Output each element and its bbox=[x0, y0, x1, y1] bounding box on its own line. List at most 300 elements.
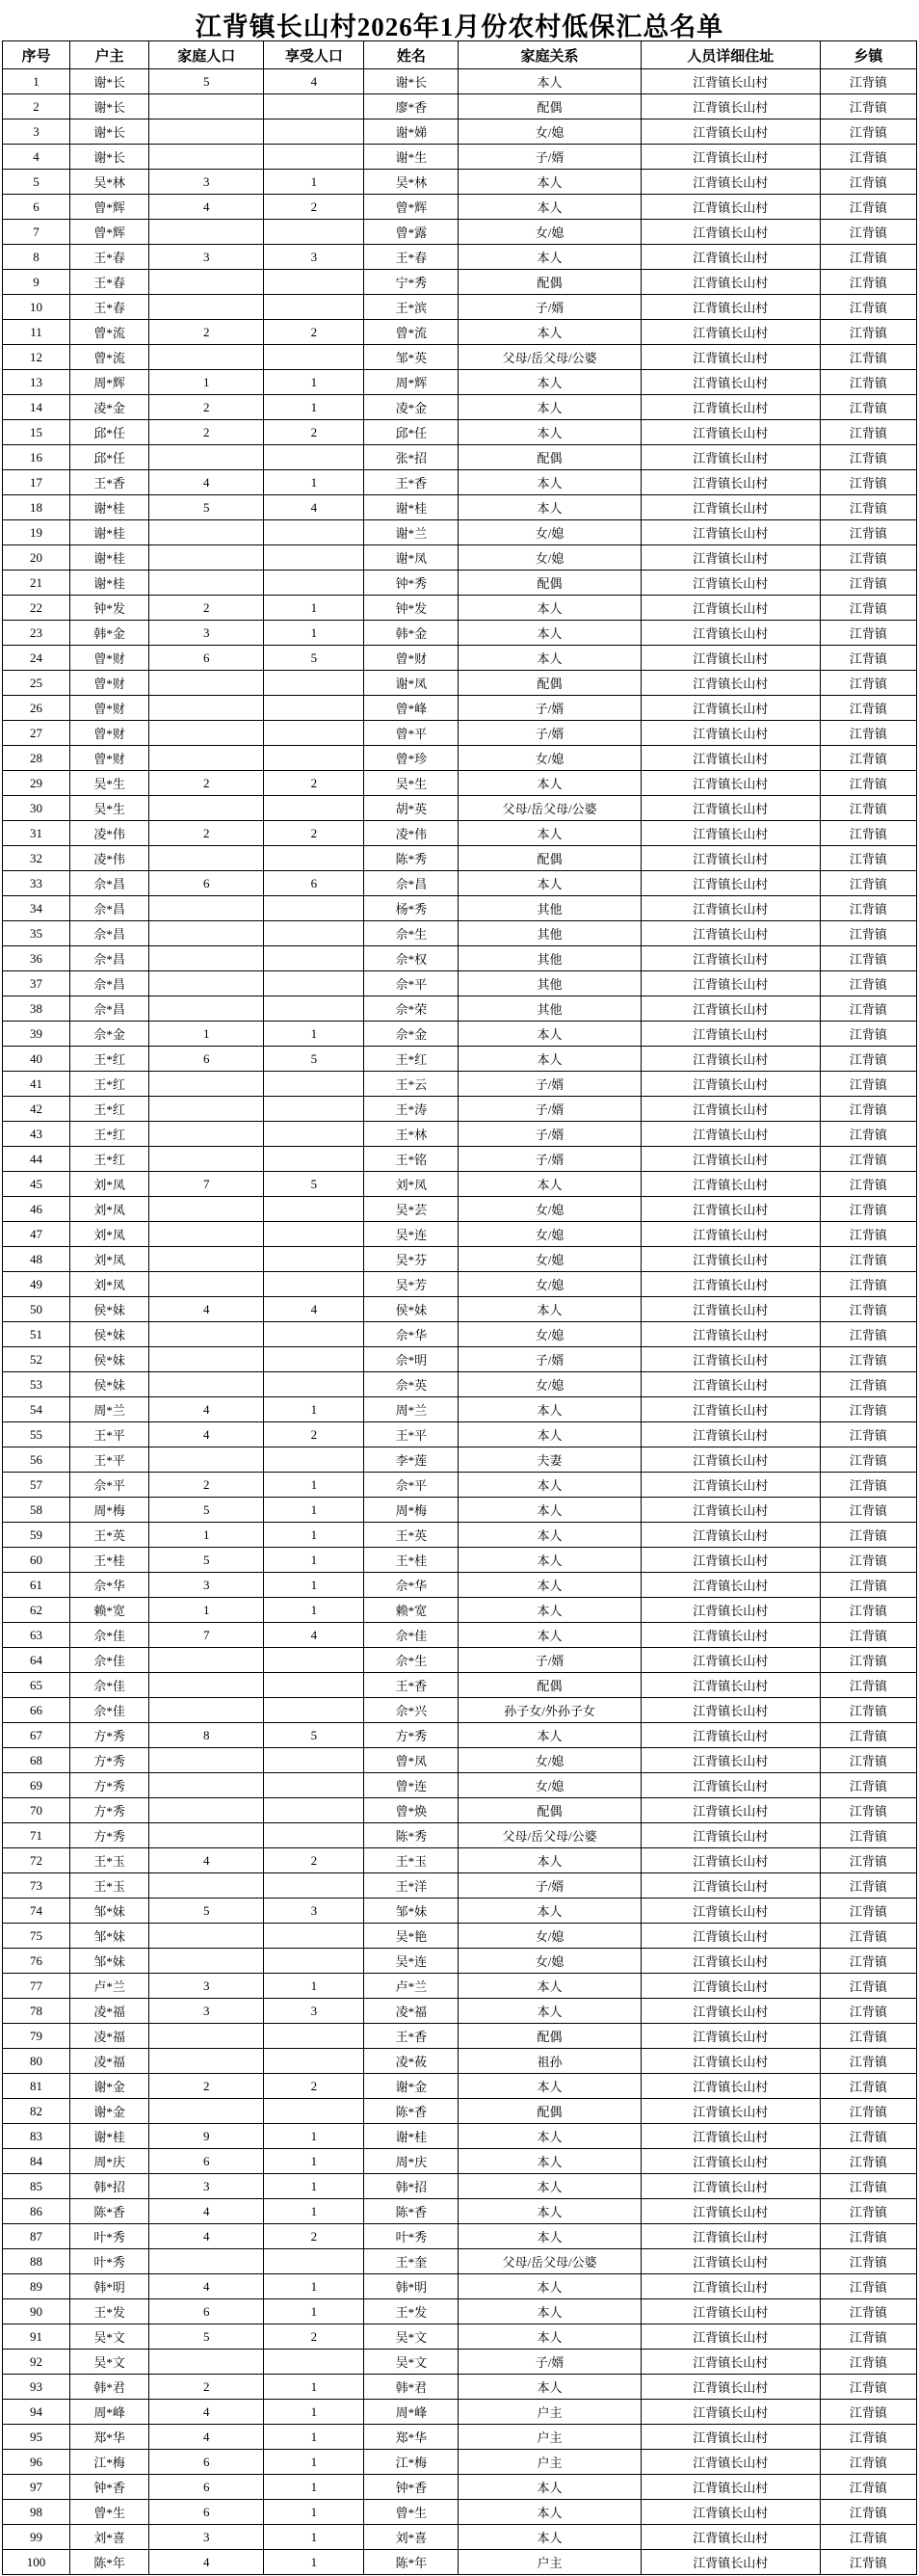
cell: 1 bbox=[264, 2450, 364, 2475]
cell: 王*红 bbox=[70, 1147, 149, 1172]
cell: 钟*发 bbox=[364, 596, 459, 621]
table-row bbox=[3, 120, 917, 145]
cell bbox=[149, 1072, 264, 1097]
cell: 江背镇 bbox=[820, 1949, 916, 1974]
cell: 80 bbox=[3, 2049, 70, 2074]
cell: 江背镇长山村 bbox=[641, 220, 820, 245]
cell: 吴*林 bbox=[70, 170, 149, 195]
cell: 谢*桂 bbox=[364, 2124, 459, 2149]
cell: 侯*妹 bbox=[364, 1297, 459, 1322]
cell: 2 bbox=[149, 2074, 264, 2099]
cell: 江背镇长山村 bbox=[641, 821, 820, 846]
column-header-3: 家庭人口 bbox=[149, 41, 264, 69]
cell: 谢*凤 bbox=[364, 671, 459, 696]
cell: 江背镇 bbox=[820, 1974, 916, 1999]
cell: 江背镇长山村 bbox=[641, 2224, 820, 2249]
cell: 佘*昌 bbox=[70, 871, 149, 896]
cell: 宁*秀 bbox=[364, 270, 459, 295]
cell: 江背镇长山村 bbox=[641, 771, 820, 796]
cell: 6 bbox=[149, 1047, 264, 1072]
cell: 佘*生 bbox=[364, 921, 459, 946]
cell: 佘*平 bbox=[70, 1473, 149, 1498]
cell: 吴*连 bbox=[364, 1949, 459, 1974]
cell bbox=[149, 796, 264, 821]
cell: 周*庆 bbox=[70, 2149, 149, 2174]
cell bbox=[149, 1447, 264, 1473]
cell: 本人 bbox=[459, 1548, 641, 1573]
cell: 3 bbox=[149, 1974, 264, 1999]
cell: 佘*权 bbox=[364, 946, 459, 971]
cell: 4 bbox=[149, 1848, 264, 1873]
cell: 女/媳 bbox=[459, 120, 641, 145]
cell: 江背镇 bbox=[820, 2124, 916, 2149]
cell: 江背镇 bbox=[820, 2450, 916, 2475]
cell: 99 bbox=[3, 2525, 70, 2550]
cell: 6 bbox=[149, 2299, 264, 2324]
cell bbox=[264, 921, 364, 946]
cell: 韩*招 bbox=[70, 2174, 149, 2199]
cell: 江背镇长山村 bbox=[641, 1122, 820, 1147]
cell: 江背镇长山村 bbox=[641, 69, 820, 94]
cell: 江背镇长山村 bbox=[641, 2425, 820, 2450]
cell: 江背镇 bbox=[820, 170, 916, 195]
table-row bbox=[3, 2074, 917, 2099]
cell: 钟*秀 bbox=[364, 571, 459, 596]
cell: 江背镇长山村 bbox=[641, 1523, 820, 1548]
cell: 江背镇 bbox=[820, 1598, 916, 1623]
cell: 江背镇长山村 bbox=[641, 1548, 820, 1573]
cell: 5 bbox=[264, 1172, 364, 1197]
cell: 女/媳 bbox=[459, 1197, 641, 1222]
cell: 江背镇长山村 bbox=[641, 1422, 820, 1447]
cell: 刘*喜 bbox=[70, 2525, 149, 2550]
cell: 4 bbox=[149, 1297, 264, 1322]
cell bbox=[264, 1648, 364, 1673]
table-row bbox=[3, 971, 917, 996]
cell: 配偶 bbox=[459, 445, 641, 470]
cell: 江背镇 bbox=[820, 1498, 916, 1523]
cell: 配偶 bbox=[459, 2024, 641, 2049]
cell: 58 bbox=[3, 1498, 70, 1523]
cell: 江背镇 bbox=[820, 1197, 916, 1222]
cell: 江背镇长山村 bbox=[641, 1297, 820, 1322]
cell: 江背镇 bbox=[820, 220, 916, 245]
cell bbox=[149, 520, 264, 545]
cell: 本人 bbox=[459, 2500, 641, 2525]
cell bbox=[264, 445, 364, 470]
cell: 江背镇 bbox=[820, 1798, 916, 1823]
cell: 1 bbox=[264, 2199, 364, 2224]
cell: 胡*英 bbox=[364, 796, 459, 821]
table-row bbox=[3, 596, 917, 621]
header-row bbox=[3, 41, 917, 69]
cell: 户主 bbox=[459, 2425, 641, 2450]
cell: 79 bbox=[3, 2024, 70, 2049]
cell: 1 bbox=[264, 2174, 364, 2199]
cell: 78 bbox=[3, 1999, 70, 2024]
cell: 江背镇 bbox=[820, 2475, 916, 2500]
cell: 佘*佳 bbox=[70, 1698, 149, 1723]
table-row bbox=[3, 1999, 917, 2024]
cell bbox=[264, 1673, 364, 1698]
cell: 李*莲 bbox=[364, 1447, 459, 1473]
table-row bbox=[3, 520, 917, 545]
cell: 江背镇长山村 bbox=[641, 2099, 820, 2124]
cell: 王*洋 bbox=[364, 1873, 459, 1899]
table-row bbox=[3, 821, 917, 846]
table-row bbox=[3, 1873, 917, 1899]
table-row bbox=[3, 996, 917, 1022]
cell: 曾*流 bbox=[70, 320, 149, 345]
cell: 1 bbox=[264, 470, 364, 495]
cell: 韩*金 bbox=[70, 621, 149, 646]
cell bbox=[149, 921, 264, 946]
cell: 21 bbox=[3, 571, 70, 596]
cell: 江背镇 bbox=[820, 1573, 916, 1598]
cell: 江背镇长山村 bbox=[641, 2149, 820, 2174]
cell: 江背镇 bbox=[820, 1523, 916, 1548]
cell: 1 bbox=[264, 2274, 364, 2299]
cell: 佘*金 bbox=[364, 1022, 459, 1047]
cell: 王*红 bbox=[70, 1122, 149, 1147]
table-body bbox=[3, 69, 917, 2575]
cell: 江背镇 bbox=[820, 721, 916, 746]
cell: 曾*连 bbox=[364, 1773, 459, 1798]
cell: 江背镇 bbox=[820, 195, 916, 220]
cell: 周*兰 bbox=[364, 1397, 459, 1422]
cell: 江背镇长山村 bbox=[641, 395, 820, 420]
cell: 江背镇长山村 bbox=[641, 1773, 820, 1798]
cell: 女/媳 bbox=[459, 520, 641, 545]
cell: 51 bbox=[3, 1322, 70, 1347]
table-row bbox=[3, 1297, 917, 1322]
cell: 王*春 bbox=[364, 245, 459, 270]
cell: 谢*桂 bbox=[70, 520, 149, 545]
cell bbox=[149, 1873, 264, 1899]
cell: 子/婿 bbox=[459, 696, 641, 721]
cell: 本人 bbox=[459, 821, 641, 846]
cell: 江背镇长山村 bbox=[641, 245, 820, 270]
cell: 江背镇 bbox=[820, 1748, 916, 1773]
cell: 江背镇 bbox=[820, 345, 916, 370]
cell: 2 bbox=[149, 771, 264, 796]
cell: 53 bbox=[3, 1372, 70, 1397]
table-row bbox=[3, 2400, 917, 2425]
table-row bbox=[3, 1698, 917, 1723]
cell: 9 bbox=[149, 2124, 264, 2149]
cell: 佘*华 bbox=[70, 1573, 149, 1598]
cell bbox=[149, 1222, 264, 1247]
cell: 江背镇 bbox=[820, 996, 916, 1022]
cell bbox=[264, 120, 364, 145]
cell: 3 bbox=[149, 621, 264, 646]
cell: 江背镇长山村 bbox=[641, 1097, 820, 1122]
cell: 江背镇 bbox=[820, 771, 916, 796]
cell bbox=[264, 996, 364, 1022]
cell: 江背镇长山村 bbox=[641, 2400, 820, 2425]
cell: 江背镇长山村 bbox=[641, 2124, 820, 2149]
cell: 江背镇 bbox=[820, 2224, 916, 2249]
cell: 江背镇 bbox=[820, 2249, 916, 2274]
cell: 女/媳 bbox=[459, 545, 641, 571]
cell: 江背镇 bbox=[820, 2199, 916, 2224]
cell: 95 bbox=[3, 2425, 70, 2450]
cell: 江背镇长山村 bbox=[641, 2375, 820, 2400]
cell: 周*梅 bbox=[364, 1498, 459, 1523]
table-row bbox=[3, 2350, 917, 2375]
cell: 江*梅 bbox=[364, 2450, 459, 2475]
cell: 曾*凤 bbox=[364, 1748, 459, 1773]
cell: 邱*任 bbox=[70, 420, 149, 445]
cell: 3 bbox=[264, 245, 364, 270]
cell: 江背镇 bbox=[820, 320, 916, 345]
cell: 王*云 bbox=[364, 1072, 459, 1097]
cell: 刘*喜 bbox=[364, 2525, 459, 2550]
table-row bbox=[3, 1097, 917, 1122]
cell: 江背镇 bbox=[820, 871, 916, 896]
cell: 江背镇 bbox=[820, 1122, 916, 1147]
cell: 本人 bbox=[459, 1623, 641, 1648]
cell: 曾*辉 bbox=[70, 195, 149, 220]
cell: 子/婿 bbox=[459, 1347, 641, 1372]
cell: 王*玉 bbox=[364, 1848, 459, 1873]
cell: 谢*长 bbox=[70, 94, 149, 120]
cell: 43 bbox=[3, 1122, 70, 1147]
cell: 39 bbox=[3, 1022, 70, 1047]
cell: 凌*金 bbox=[70, 395, 149, 420]
cell: 5 bbox=[149, 1899, 264, 1924]
cell: 68 bbox=[3, 1748, 70, 1773]
cell bbox=[264, 571, 364, 596]
cell: 其他 bbox=[459, 971, 641, 996]
cell bbox=[149, 445, 264, 470]
cell: 1 bbox=[264, 2425, 364, 2450]
cell: 江背镇长山村 bbox=[641, 2324, 820, 2350]
cell bbox=[149, 1147, 264, 1172]
cell: 江背镇 bbox=[820, 1147, 916, 1172]
table-row bbox=[3, 170, 917, 195]
cell bbox=[149, 896, 264, 921]
cell: 卢*兰 bbox=[70, 1974, 149, 1999]
cell: 江背镇长山村 bbox=[641, 2299, 820, 2324]
column-header-7: 人员详细住址 bbox=[641, 41, 820, 69]
cell: 江背镇 bbox=[820, 2049, 916, 2074]
cell: 吴*芳 bbox=[364, 1272, 459, 1297]
table-row bbox=[3, 1422, 917, 1447]
cell: 孙子女/外孙子女 bbox=[459, 1698, 641, 1723]
cell: 97 bbox=[3, 2475, 70, 2500]
table-row bbox=[3, 1147, 917, 1172]
cell: 江背镇 bbox=[820, 1422, 916, 1447]
cell: 本人 bbox=[459, 470, 641, 495]
cell: 18 bbox=[3, 495, 70, 520]
cell: 女/媳 bbox=[459, 220, 641, 245]
cell: 子/婿 bbox=[459, 2350, 641, 2375]
table-row bbox=[3, 345, 917, 370]
cell bbox=[149, 1798, 264, 1823]
cell: 7 bbox=[3, 220, 70, 245]
cell: 江背镇长山村 bbox=[641, 2475, 820, 2500]
cell: 叶*秀 bbox=[364, 2224, 459, 2249]
table-row bbox=[3, 1322, 917, 1347]
table-row bbox=[3, 2024, 917, 2049]
cell: 曾*平 bbox=[364, 721, 459, 746]
cell: 1 bbox=[264, 1022, 364, 1047]
cell: 韩*明 bbox=[70, 2274, 149, 2299]
cell bbox=[264, 1222, 364, 1247]
table-row bbox=[3, 2550, 917, 2575]
cell: 87 bbox=[3, 2224, 70, 2249]
cell: 60 bbox=[3, 1548, 70, 1573]
cell: 江背镇 bbox=[820, 1072, 916, 1097]
cell: 6 bbox=[149, 2500, 264, 2525]
cell: 77 bbox=[3, 1974, 70, 1999]
cell: 王*林 bbox=[364, 1122, 459, 1147]
table-row bbox=[3, 1848, 917, 1873]
cell bbox=[149, 571, 264, 596]
cell: 江背镇长山村 bbox=[641, 571, 820, 596]
table-row bbox=[3, 2149, 917, 2174]
cell bbox=[264, 220, 364, 245]
cell: 本人 bbox=[459, 1899, 641, 1924]
cell: 江背镇长山村 bbox=[641, 1623, 820, 1648]
cell: 江背镇长山村 bbox=[641, 1147, 820, 1172]
cell: 钟*香 bbox=[364, 2475, 459, 2500]
cell: 女/媳 bbox=[459, 1372, 641, 1397]
cell: 王*香 bbox=[364, 470, 459, 495]
table-row bbox=[3, 946, 917, 971]
table-row bbox=[3, 320, 917, 345]
cell bbox=[264, 796, 364, 821]
cell bbox=[264, 1097, 364, 1122]
cell bbox=[264, 2249, 364, 2274]
cell: 曾*辉 bbox=[70, 220, 149, 245]
column-header-1: 序号 bbox=[3, 41, 70, 69]
table-row bbox=[3, 145, 917, 170]
cell: 1 bbox=[264, 2299, 364, 2324]
cell: 本人 bbox=[459, 2375, 641, 2400]
cell: 3 bbox=[149, 1999, 264, 2024]
cell: 45 bbox=[3, 1172, 70, 1197]
cell: 46 bbox=[3, 1197, 70, 1222]
cell bbox=[264, 696, 364, 721]
cell: 江背镇长山村 bbox=[641, 1347, 820, 1372]
cell: 方*秀 bbox=[70, 1748, 149, 1773]
cell: 江背镇长山村 bbox=[641, 1924, 820, 1949]
cell: 本人 bbox=[459, 370, 641, 395]
cell: 江背镇 bbox=[820, 1873, 916, 1899]
cell: 3 bbox=[149, 245, 264, 270]
cell: 谢*金 bbox=[70, 2099, 149, 2124]
cell: 57 bbox=[3, 1473, 70, 1498]
table-row bbox=[3, 220, 917, 245]
cell: 65 bbox=[3, 1673, 70, 1698]
cell: 江背镇长山村 bbox=[641, 120, 820, 145]
cell: 江背镇长山村 bbox=[641, 2174, 820, 2199]
cell: 刘*凤 bbox=[70, 1247, 149, 1272]
cell: 6 bbox=[149, 2475, 264, 2500]
cell: 周*兰 bbox=[70, 1397, 149, 1422]
cell: 江背镇长山村 bbox=[641, 2049, 820, 2074]
cell bbox=[264, 1447, 364, 1473]
cell: 女/媳 bbox=[459, 1748, 641, 1773]
cell: 子/婿 bbox=[459, 1122, 641, 1147]
cell: 22 bbox=[3, 596, 70, 621]
table-row bbox=[3, 2249, 917, 2274]
cell: 6 bbox=[264, 871, 364, 896]
cell: 6 bbox=[149, 646, 264, 671]
cell bbox=[149, 1748, 264, 1773]
cell: 1 bbox=[264, 1397, 364, 1422]
table-row bbox=[3, 470, 917, 495]
cell: 陈*秀 bbox=[364, 846, 459, 871]
cell: 本人 bbox=[459, 1172, 641, 1197]
cell: 谢*娣 bbox=[364, 120, 459, 145]
table-row bbox=[3, 1498, 917, 1523]
cell bbox=[149, 94, 264, 120]
cell bbox=[264, 2024, 364, 2049]
cell: 5 bbox=[149, 1498, 264, 1523]
cell: 15 bbox=[3, 420, 70, 445]
cell: 41 bbox=[3, 1072, 70, 1097]
cell: 王*平 bbox=[70, 1447, 149, 1473]
cell: 4 bbox=[149, 2400, 264, 2425]
cell: 曾*财 bbox=[70, 721, 149, 746]
cell: 江背镇长山村 bbox=[641, 1873, 820, 1899]
cell: 69 bbox=[3, 1773, 70, 1798]
table-row bbox=[3, 1573, 917, 1598]
cell: 江背镇 bbox=[820, 1322, 916, 1347]
cell: 刘*凤 bbox=[364, 1172, 459, 1197]
cell: 凌*伟 bbox=[70, 846, 149, 871]
cell: 江背镇 bbox=[820, 1047, 916, 1072]
cell: 江背镇 bbox=[820, 120, 916, 145]
cell: 江背镇长山村 bbox=[641, 1974, 820, 1999]
cell: 2 bbox=[264, 1848, 364, 1873]
cell: 92 bbox=[3, 2350, 70, 2375]
cell: 邹*妹 bbox=[70, 1899, 149, 1924]
cell: 47 bbox=[3, 1222, 70, 1247]
cell: 2 bbox=[264, 195, 364, 220]
cell: 江背镇 bbox=[820, 395, 916, 420]
cell: 杨*秀 bbox=[364, 896, 459, 921]
cell: 江背镇 bbox=[820, 921, 916, 946]
cell bbox=[149, 295, 264, 320]
cell: 98 bbox=[3, 2500, 70, 2525]
cell bbox=[264, 846, 364, 871]
cell bbox=[149, 671, 264, 696]
cell: 96 bbox=[3, 2450, 70, 2475]
cell: 江背镇 bbox=[820, 2400, 916, 2425]
cell: 江背镇 bbox=[820, 1272, 916, 1297]
cell bbox=[149, 1648, 264, 1673]
cell: 2 bbox=[264, 320, 364, 345]
cell: 17 bbox=[3, 470, 70, 495]
cell: 王*英 bbox=[364, 1523, 459, 1548]
cell bbox=[264, 946, 364, 971]
cell: 吴*文 bbox=[364, 2324, 459, 2350]
cell: 吴*生 bbox=[70, 771, 149, 796]
cell: 其他 bbox=[459, 896, 641, 921]
cell: 4 bbox=[149, 2199, 264, 2224]
table-row bbox=[3, 94, 917, 120]
cell: 江背镇长山村 bbox=[641, 2550, 820, 2575]
cell: 谢*长 bbox=[70, 69, 149, 94]
cell: 本人 bbox=[459, 1974, 641, 1999]
cell: 37 bbox=[3, 971, 70, 996]
cell: 1 bbox=[264, 1498, 364, 1523]
column-header-2: 户主 bbox=[70, 41, 149, 69]
